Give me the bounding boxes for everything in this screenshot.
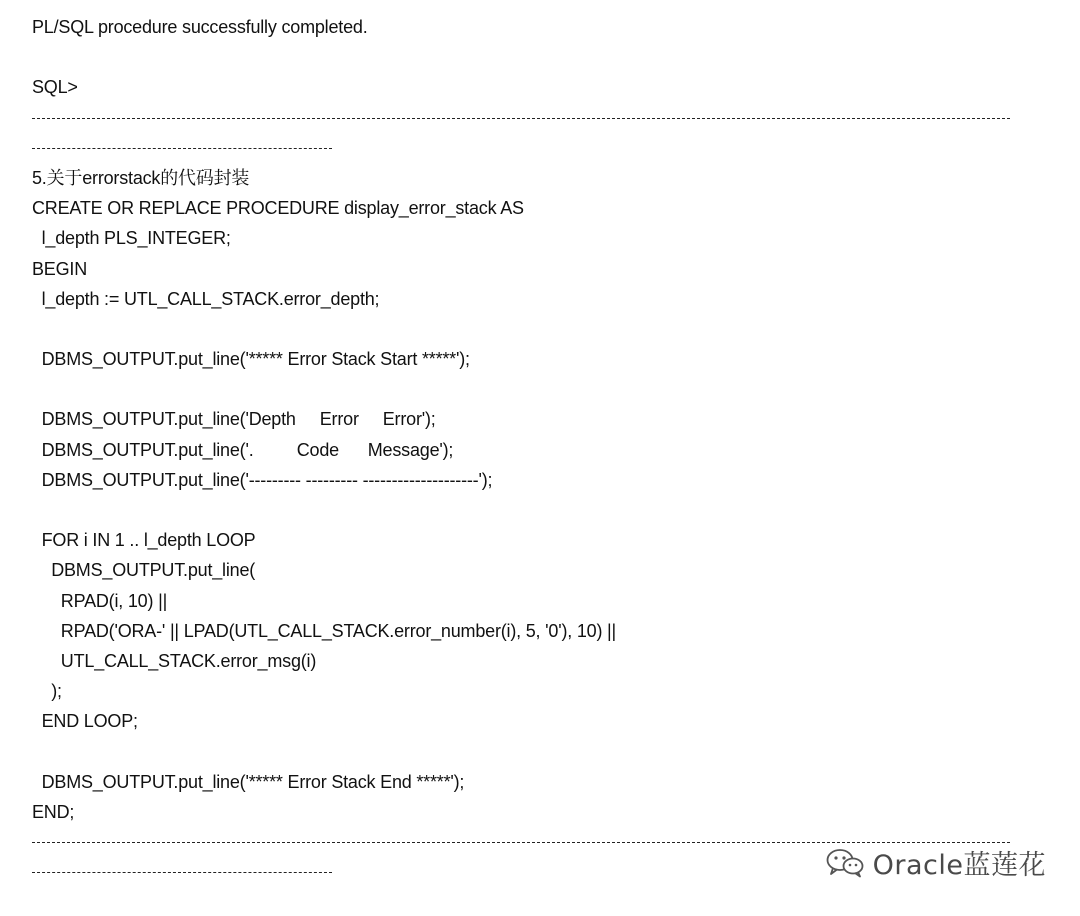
code-line: l_depth := UTL_CALL_STACK.error_depth; [32,288,380,309]
code-line: END LOOP; [32,711,138,732]
code-line: DBMS_OUTPUT.put_line('***** Error Stack End *****'); [32,771,465,792]
section-heading: 5.关于errorstack的代码封装 [32,167,250,188]
code-line: l_depth PLS_INTEGER; [32,228,231,249]
blank-line [32,42,1032,72]
blank-line [32,374,1032,404]
code-line: END; [32,801,75,822]
sql-prompt: SQL> [32,77,78,98]
code-line: DBMS_OUTPUT.put_line('. Code Message'); [32,439,454,460]
code-line: DBMS_OUTPUT.put_line( [32,560,256,581]
separator-rule [32,103,1032,133]
blank-line [32,314,1032,344]
code-line: DBMS_OUTPUT.put_line('***** Error Stack Start *****'); [32,349,470,370]
code-line: DBMS_OUTPUT.put_line('--------- --------- --------------------'); [32,469,493,490]
code-line: FOR i IN 1 .. l_depth LOOP [32,530,256,551]
blank-line [32,737,1032,767]
code-line: BEGIN [32,258,88,279]
watermark [825,843,1046,882]
code-line: CREATE OR REPLACE PROCEDURE display_error_stack AS [32,198,524,219]
status-line: PL/SQL procedure successfully completed. [32,17,368,37]
code-line: DBMS_OUTPUT.put_line('Depth Error Error'); [32,409,436,430]
code-line: RPAD('ORA-' || LPAD(UTL_CALL_STACK.error_number(i), 5, '0'), 10) || [32,620,617,641]
wechat-icon [825,848,865,878]
separator-rule-short [32,133,1032,163]
code-line: ); [32,681,62,702]
code-line: UTL_CALL_STACK.error_msg(i) [32,650,317,671]
blank-line [32,495,1032,525]
watermark-text: Oracle蓝莲花 [872,850,1046,881]
document-body [32,12,1032,887]
code-line: RPAD(i, 10) || [32,590,168,611]
